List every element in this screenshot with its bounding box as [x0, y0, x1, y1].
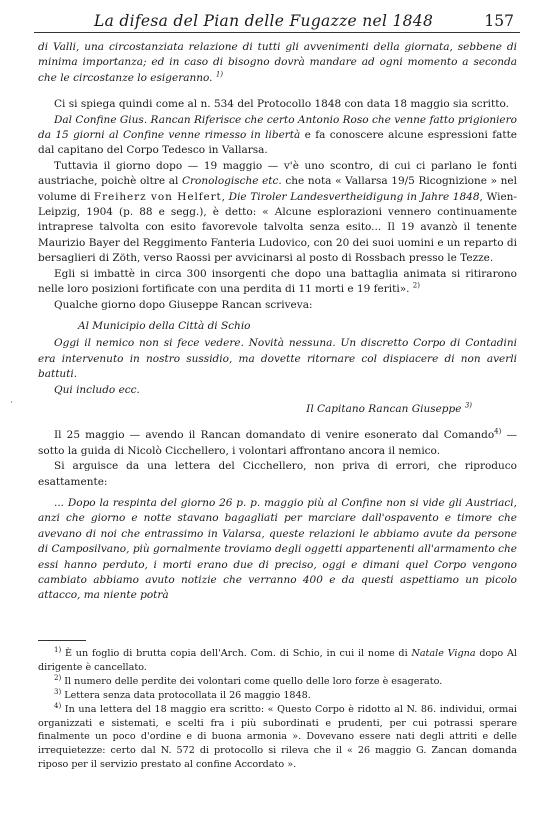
paragraph-rancan: Qualche giorno dopo Giuseppe Rancan scriveva: [54, 298, 313, 311]
scontro-source: Cronologische etc. [182, 175, 282, 188]
continued-paragraph [38, 40, 517, 86]
footnote-rule [38, 640, 86, 641]
footnote-1-text-b: dopo Al dirigente è cancellato. [38, 648, 517, 673]
confine-rest: e fa conoscere alcune espressioni fatte dal capitano del Corpo Tedesco in Vallarsa. [38, 129, 517, 157]
footnote-2-number: 2) [54, 673, 62, 682]
paragraph-cicchellero: Si arguisce da una lettera del Cicchellero, non priva di errori, che riproduco esattamente: [38, 460, 517, 488]
footnotes [38, 647, 517, 772]
footnote-1-number: 1) [54, 645, 62, 654]
paragraph-protocol: Ci si spiega quindi come al n. 534 del Protocollo 1848 con data 18 maggio sia scritto. [54, 98, 509, 111]
continued-text: di Valli, una circostanziata relazione di tutti gli avvenimenti della giornata, sebbene di minima importanza; ed in caso di bisogno dovrà mandare ad ogni momento a seconda che le circostanze lo esigeranno. [38, 41, 517, 84]
footnote-3-text: Lettera senza data protocollata il 26 maggio 1848. [64, 689, 311, 701]
paragraph-25-maggio [38, 428, 517, 459]
scontro-text-a: Tuttavia il giorno dopo — 19 maggio — v'è uno scontro, di cui ci parlano le fonti austriache, poichè oltre al [38, 159, 517, 188]
footnote-2-text: Il numero delle perdite dei volontari come quello delle loro forze è esagerato. [64, 675, 443, 687]
header-rule [34, 32, 520, 33]
scontro-text-e: , [221, 190, 229, 203]
footnote-3-number: 3) [54, 687, 62, 696]
footnote-1 [38, 647, 517, 675]
body-text [38, 40, 517, 604]
maggio-text-b: — sotto la guida di Nicolò Cicchellero, i volontari affrontano ancora il nemico. [38, 429, 517, 457]
footnote-4-text: In una lettera del 18 maggio era scritto: « Questo Corpo è ridotto al N. 86. individui, ormai organizzati e sistemati, e scelti fra i più subordinati e prudenti, per cui potrassi sperare finalmente un poco d'ordine e di buona armonia ». Dovevano essere nati degli attriti e delle irrequietezze: certo dal N. 572 di protocollo si rileva che il « 26 maggio G. Zancan domanda riposo per il servizio prestato al confine Accordato ». [38, 703, 517, 771]
footnote-ref-3: 3) [464, 401, 472, 410]
margin-mark: · [10, 398, 13, 408]
footnote-4 [38, 703, 517, 773]
quoted-letter: ... Dopo la respinta del giorno 26 p. p. maggio più al Confine non si vide gli Austriaci, anzi che giorno e notte stavano bagagliati per marciare dall'ospavento e timore che avevano di noi che entrassimo in Valarsa, queste relazioni le abbiamo avute da persone di Camposilvano, più gornalmente troviamo degli oggetti appartenenti all'armamento che essi hanno perduto, i morti erano due di preciso, oggi e dimani quel Corpo vengono cambiato abbiamo avuto notizie che verranno 400 e da questi aspettiamo un picolo attacco, ma niente potrà [38, 496, 517, 602]
page-header [34, 8, 516, 34]
letter-address: Al Municipio della Città di Schio [78, 319, 251, 332]
paragraph-confine [38, 113, 517, 159]
letter-block [78, 319, 517, 334]
running-title: La difesa del Pian delle Fugazze nel 1848 [94, 12, 434, 30]
letter-include: Qui includo ecc. [54, 383, 140, 396]
signature-text: Il Capitano Rancan Giuseppe [306, 402, 462, 415]
scontro-text-g: , Wien-Leipzig, 1904 (p. 88 e segg.), è detto: « Alcune esplorazioni vennero continuamente intraprese talvolta con esito favorevole talvolta senza esito... Il 19 avanzò il tenente Maurizio Bayer del Reggimento Fanteria Ludovico, con 20 dei suoi uomini e un reparto di bersaglieri di Zöth, verso Raossi per avvicinarsi al posto di Rossbach presso le Tezze. [38, 190, 517, 265]
paragraph-insorgenti [38, 267, 517, 298]
footnote-ref-4: 4) [494, 427, 502, 436]
maggio-text-a: Il 25 maggio — avendo il Rancan domandato di venire esonerato dal Comando [54, 429, 495, 442]
footnote-1-name: Natale Vigna [411, 648, 476, 659]
letter-signature [38, 402, 517, 417]
confine-italic: Dal Confine Gius. Rancan Riferisce che certo Antonio Roso che venne fatto prigioniero da 15 giorni al Confine venne rimesso in libertà [38, 113, 517, 142]
footnote-ref-2: 2) [412, 281, 420, 290]
footnote-ref-1: 1) [215, 70, 224, 79]
footnote-3 [38, 689, 517, 703]
insorgenti-text: Egli si imbattè in circa 300 insorgenti che dopo una battaglia animata si ritirarono nelle loro posizioni fortificate con una perdita di 11 morti e 19 feriti». [38, 267, 517, 296]
paragraph-scontro [38, 159, 517, 267]
page-number: 157 [484, 12, 514, 30]
letter-body: Oggi il nemico non si fece vedere. Novità nessuna. Un discretto Corpo di Contadini era intervenuto in nostro sussidio, ma dovette ritornare col dispiacere di non averli battuti. [38, 337, 517, 381]
book-title: Die Tiroler Landesvertheidigung in Jahre 1848 [228, 190, 480, 203]
footnote-2 [38, 675, 517, 689]
scontro-text-c: che nota « Vallarsa 19/5 Ricognizione » nel volume di [38, 175, 517, 203]
footnote-4-number: 4) [54, 701, 62, 710]
author-name: Freiherz von Helfert [93, 190, 222, 203]
footnote-1-text-a: È un foglio di brutta copia dell'Arch. Com. di Schio, in cui il nome di [64, 648, 412, 659]
